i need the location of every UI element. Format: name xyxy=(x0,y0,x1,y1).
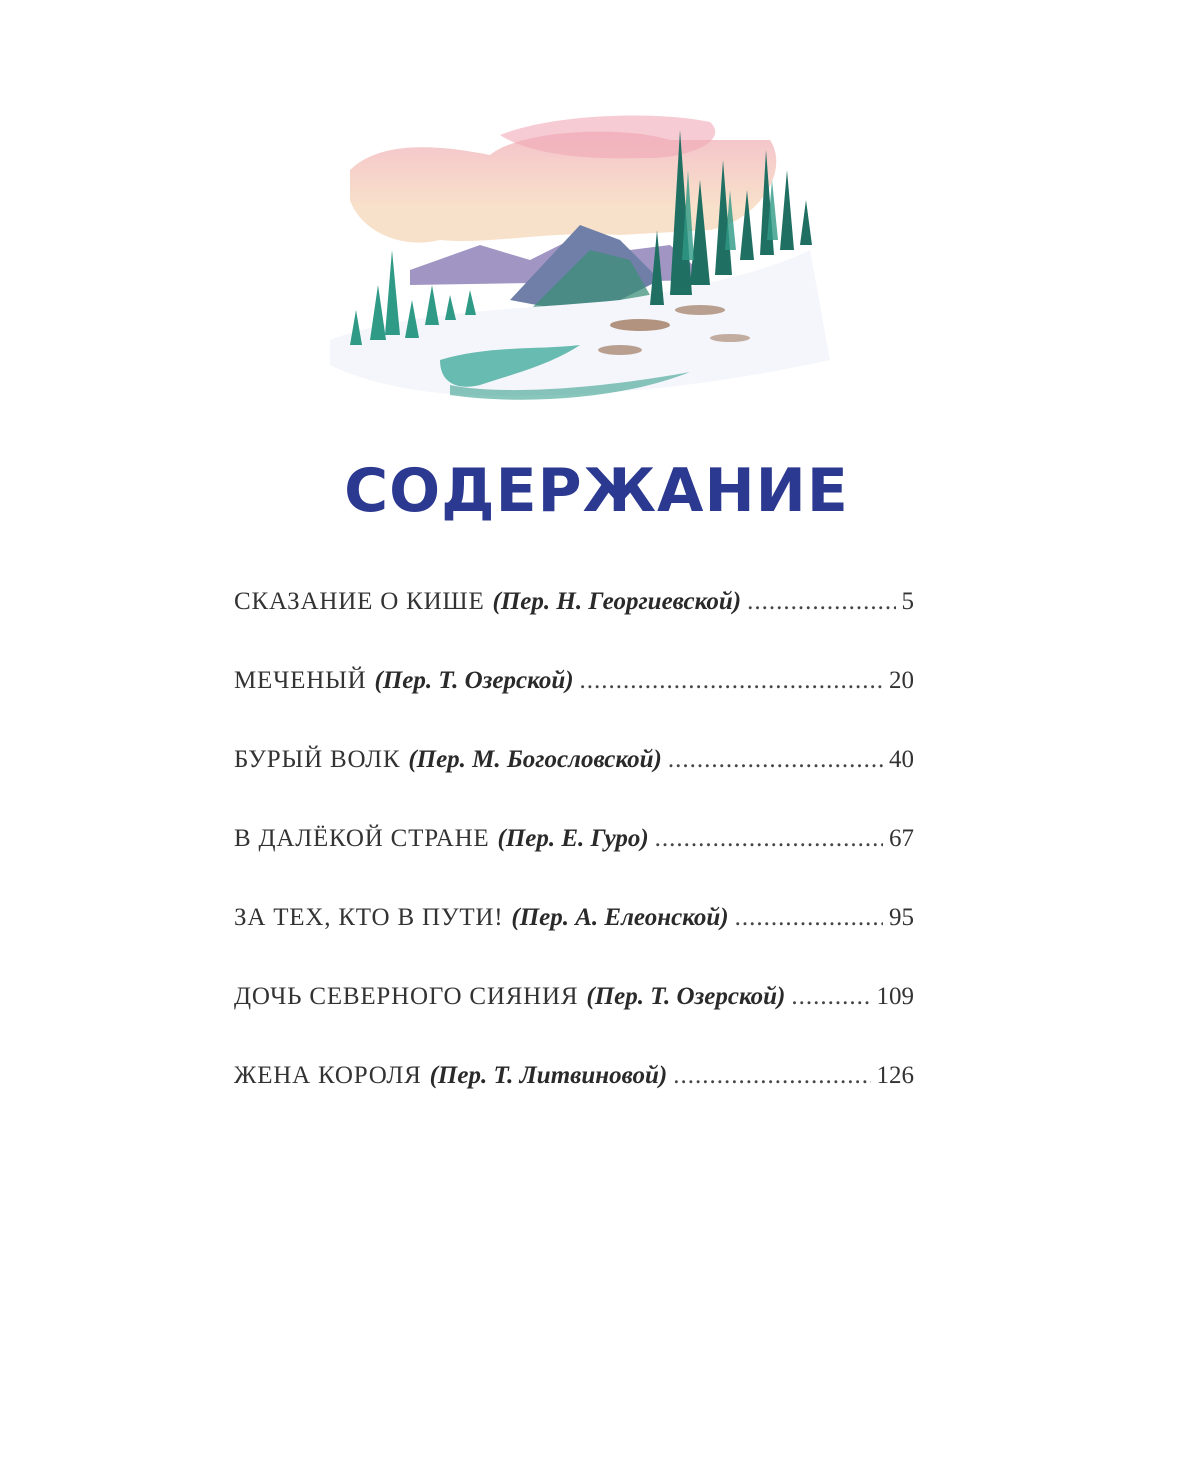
toc-entry[interactable] xyxy=(234,588,914,667)
toc-entry-page: 40 xyxy=(889,746,914,773)
earth-patch xyxy=(710,334,750,342)
toc-entry-page: 5 xyxy=(901,588,914,615)
toc-entry[interactable] xyxy=(234,667,914,746)
toc-dot-leader xyxy=(668,746,883,774)
toc-dot-leader xyxy=(747,588,895,616)
winter-mountain-landscape-icon xyxy=(290,110,850,410)
toc-entry-translator: (Пер. А. Елеонской) xyxy=(511,904,729,931)
toc-entry-translator: (Пер. Т. Озерской) xyxy=(586,983,786,1010)
toc-entry-page: 67 xyxy=(889,825,914,852)
toc-entry[interactable] xyxy=(234,825,914,904)
toc-entry-page: 126 xyxy=(876,1062,914,1089)
toc-entry[interactable] xyxy=(234,983,914,1062)
toc-dot-leader xyxy=(791,983,870,1011)
earth-patch xyxy=(675,305,725,315)
toc-entry-title: БУРЫЙ ВОЛК xyxy=(234,746,401,773)
toc-entry-title: ЖЕНА КОРОЛЯ xyxy=(234,1062,422,1089)
earth-patch xyxy=(598,345,642,355)
toc-entry-title: МЕЧЕНЫЙ xyxy=(234,667,367,694)
toc-entry-translator: (Пер. Т. Озерской) xyxy=(374,667,574,694)
toc-entry[interactable] xyxy=(234,1062,914,1141)
earth-patch xyxy=(610,319,670,331)
table-of-contents xyxy=(234,588,914,1141)
toc-entry-title: ЗА ТЕХ, КТО В ПУТИ! xyxy=(234,904,504,931)
toc-entry-page: 20 xyxy=(889,667,914,694)
toc-entry-translator: (Пер. Е. Гуро) xyxy=(497,825,649,852)
toc-dot-leader xyxy=(735,904,883,932)
toc-entry-translator: (Пер. Т. Литвиновой) xyxy=(429,1062,668,1089)
toc-entry-translator: (Пер. Н. Георгиевской) xyxy=(492,588,742,615)
toc-dot-leader xyxy=(673,1062,870,1090)
toc-entry-title: ДОЧЬ СЕВЕРНОГО СИЯНИЯ xyxy=(234,983,579,1010)
winter-landscape-illustration xyxy=(290,110,850,410)
toc-entry-page: 95 xyxy=(889,904,914,931)
toc-dot-leader xyxy=(655,825,883,853)
toc-dot-leader xyxy=(580,667,883,695)
toc-entry[interactable] xyxy=(234,904,914,983)
page-title: СОДЕРЖАНИЕ xyxy=(344,456,849,526)
toc-entry[interactable] xyxy=(234,746,914,825)
toc-entry-translator: (Пер. М. Богословской) xyxy=(408,746,662,773)
toc-entry-page: 109 xyxy=(876,983,914,1010)
toc-entry-title: СКАЗАНИЕ О КИШЕ xyxy=(234,588,485,615)
toc-entry-title: В ДАЛЁКОЙ СТРАНЕ xyxy=(234,825,490,852)
